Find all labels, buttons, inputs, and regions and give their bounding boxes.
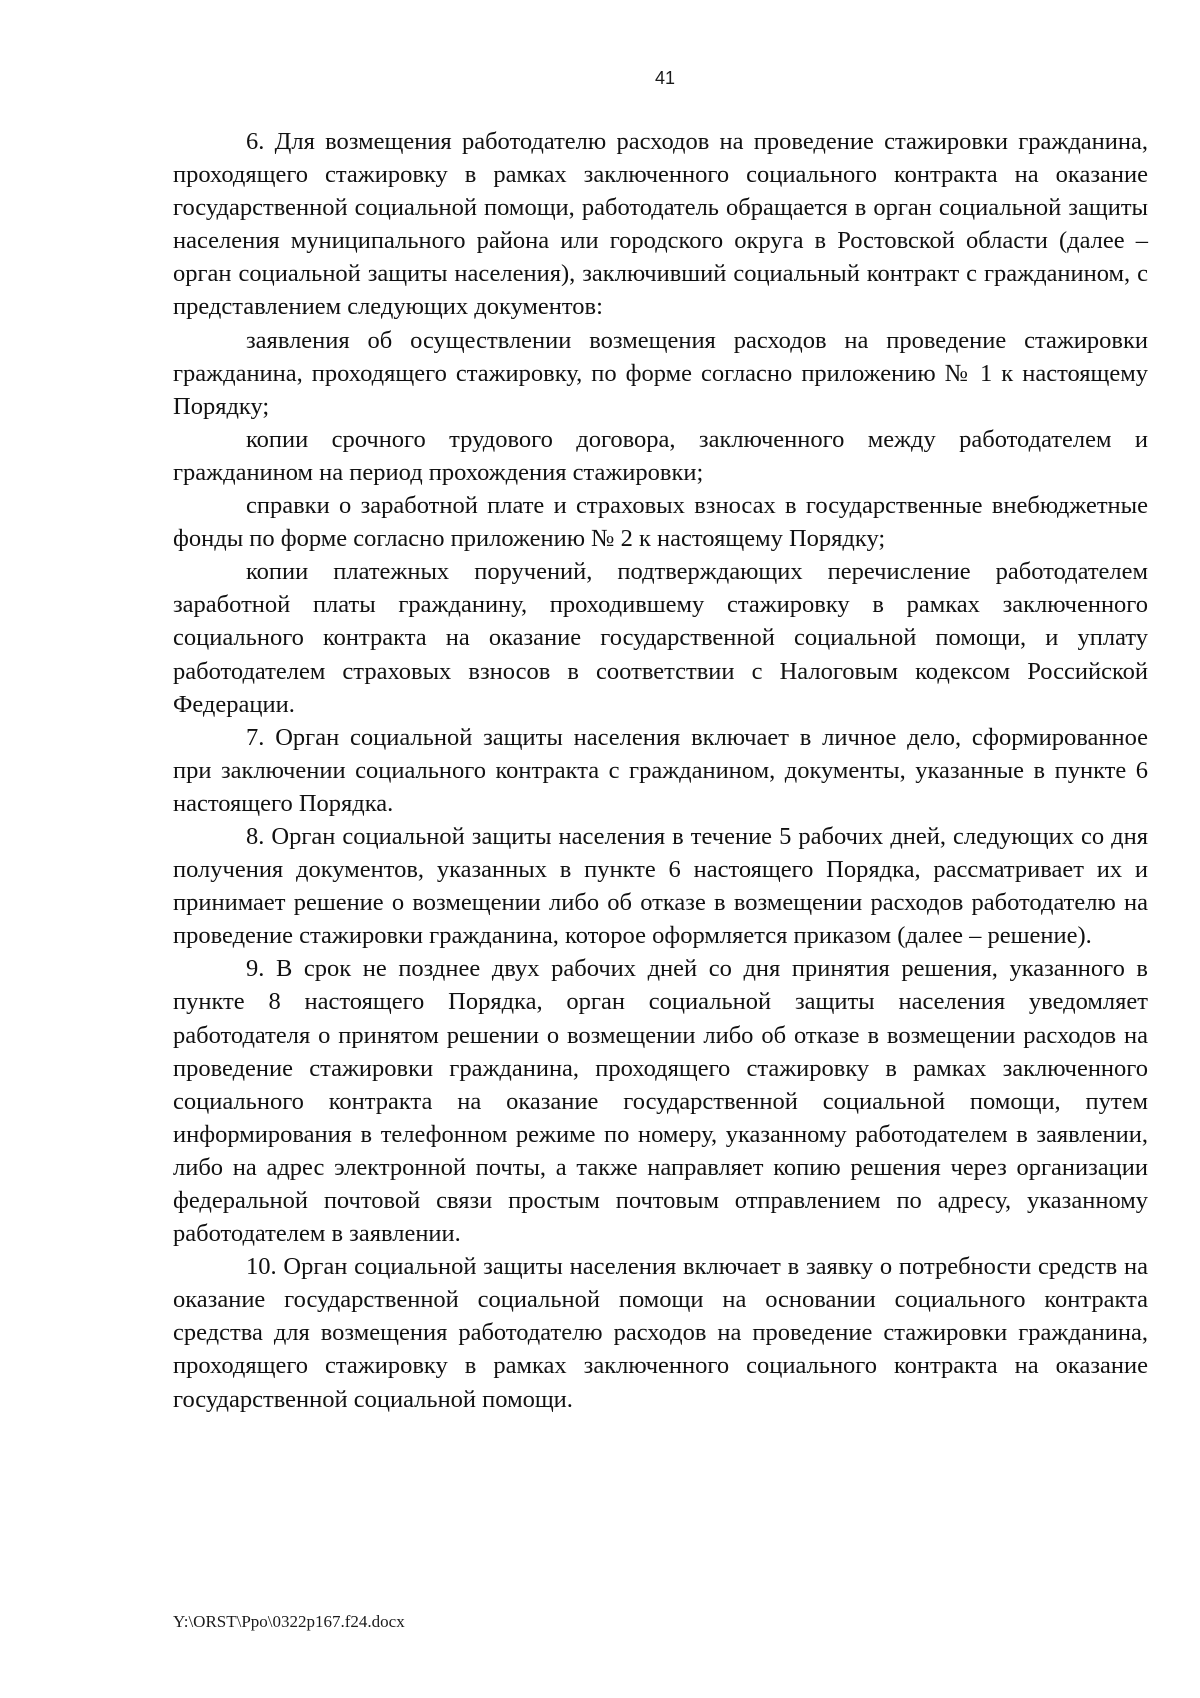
paragraph-6-item-application: заявления об осуществлении возмещения расходов на проведение стажировки гражданина, проходящего стажировку, по форме согласно приложению № 1 к настоящему Порядку; bbox=[173, 326, 1148, 420]
paragraph-6: 6. Для возмещения работодателю расходов на проведение стажировки гражданина, проходящего стажировку в рамках заключенного социального контракта на оказание государственной социальной помощи, работодатель обращается в орган социальной защиты населения муниципального района или городского округа в Ростовской области (далее – орган социальной защиты населения), заключивший социальный контракт с гражданином, с представлением следующих документов: bbox=[173, 128, 1148, 321]
document-body bbox=[173, 125, 1148, 1416]
paragraph-6-item-payment-orders: копии платежных поручений, подтверждающих перечисление работодателем заработной платы гражданину, проходившему стажировку в рамках заключенного социального контракта на оказание государственной социальной помощи, и уплату работодателем страховых взносов в соответствии с Налоговым кодексом Российской Федерации. bbox=[173, 558, 1148, 718]
paragraph-7: 7. Орган социальной защиты населения включает в личное дело, сформированное при заключении социального контракта с гражданином, документы, указанные в пункте 6 настоящего Порядка. bbox=[173, 723, 1148, 817]
page-number: 41 bbox=[654, 68, 676, 88]
paragraph-8: 8. Орган социальной защиты населения в течение 5 рабочих дней, следующих со дня получения документов, указанных в пункте 6 настоящего Порядка, рассматривает их и принимает решение о возмещении либо об отказе в возмещении расходов работодателю на проведение стажировки гражданина, которое оформляется приказом (далее – решение). bbox=[173, 822, 1148, 950]
paragraph-9: 9. В срок не позднее двух рабочих дней со дня принятия решения, указанного в пункте 8 настоящего Порядка, орган социальной защиты населения уведомляет работодателя о принятом решении о возмещении либо об отказе в возмещении расходов на проведение стажировки гражданина, проходящего стажировку в рамках заключенного социального контракта на оказание государственной социальной помощи, путем информирования в телефонном режиме по номеру, указанному работодателем в заявлении, либо на адрес электронной почты, а также направляет копию решения через организации федеральной почтовой связи простым почтовым отправлением по адресу, указанному работодателем в заявлении. bbox=[173, 955, 1148, 1248]
footer-file-path: Y:\ORST\Ppo\0322p167.f24.docx bbox=[173, 1612, 405, 1631]
paragraph-10: 10. Орган социальной защиты населения включает в заявку о потребности средств на оказание государственной социальной помощи на основании социального контракта средства для возмещения работодателю расходов на проведение стажировки гражданина, проходящего стажировку в рамках заключенного социального контракта на оказание государственной социальной помощи. bbox=[173, 1253, 1148, 1413]
paragraph-6-item-salary-certificate: справки о заработной плате и страховых взносах в государственные внебюджетные фонды по форме согласно приложению № 2 к настоящему Порядку; bbox=[173, 492, 1148, 553]
paragraph-6-item-contract-copy: копии срочного трудового договора, заключенного между работодателем и гражданином на период прохождения стажировки; bbox=[173, 425, 1148, 486]
